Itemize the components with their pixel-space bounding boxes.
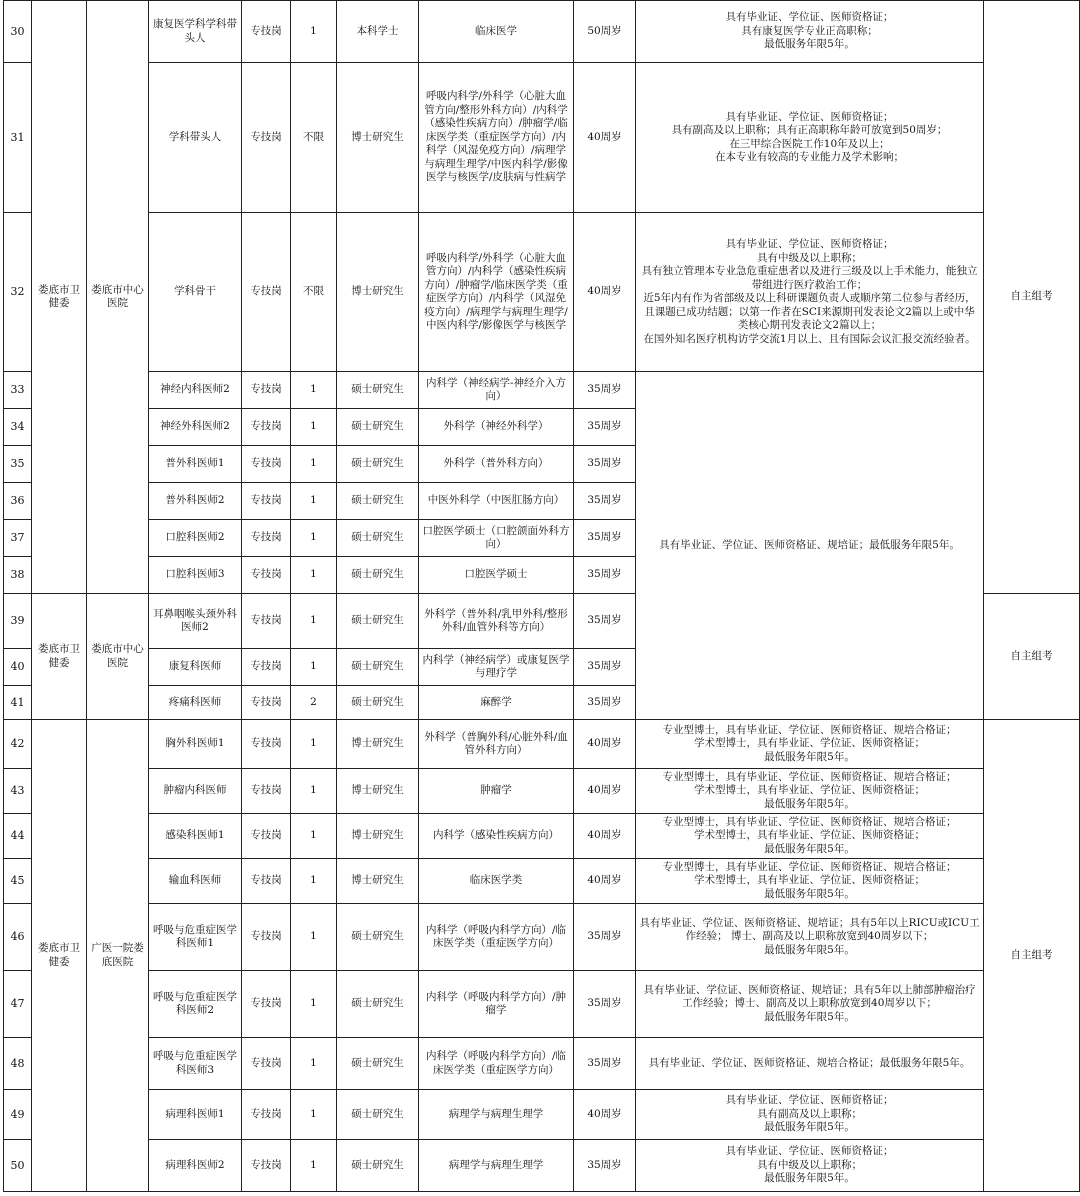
age-limit: 35周岁 [574,520,636,557]
post-count: 1 [291,971,337,1038]
education: 博士研究生 [337,63,419,213]
row-number: 40 [4,649,32,686]
row-number: 45 [4,859,32,904]
age-limit: 35周岁 [574,594,636,649]
major: 呼吸内科学/外科学（心脏大血管方向/整形外科方向）/内科学（感染性疾病方向）/肿瘤学/临床医学类（重症医学方向）/内科学（风湿免疫方向）/病理学与病理生理学/中医内科学/影像医学与核医学/皮肤病与性病学 [419,63,574,213]
major: 病理学与病理生理学 [419,1140,574,1192]
requirements: 具有毕业证、学位证、医师资格证； 具有康复医学专业正高职称； 最低服务年限5年。 [636,1,984,63]
post-name: 神经外科医师2 [149,409,242,446]
row-number: 46 [4,904,32,971]
post-type: 专技岗 [242,483,291,520]
post-name: 学科带头人 [149,63,242,213]
age-limit: 35周岁 [574,686,636,720]
post-type: 专技岗 [242,686,291,720]
post-type: 专技岗 [242,971,291,1038]
post-count: 1 [291,594,337,649]
post-count: 1 [291,1,337,63]
table-row [4,769,1080,814]
requirements: 具有毕业证、学位证、医师资格证； 具有副高及以上职称； 最低服务年限5年。 [636,1090,984,1140]
age-limit: 50周岁 [574,1,636,63]
major: 外科学（普胸外科/心脏外科/血管外科方向） [419,720,574,769]
major: 临床医学类 [419,859,574,904]
post-type: 专技岗 [242,769,291,814]
post-count: 1 [291,769,337,814]
table-row [4,1140,1080,1192]
row-number: 47 [4,971,32,1038]
table-row [4,1090,1080,1140]
major: 内科学（神经病学-神经介入方向） [419,372,574,409]
shared-requirements: 具有毕业证、学位证、医师资格证、规培证；最低服务年限5年。 [636,372,984,720]
education: 硕士研究生 [337,686,419,720]
education: 硕士研究生 [337,904,419,971]
row-number: 30 [4,1,32,63]
exam-method-cell: 自主组考 [984,720,1080,1192]
post-count: 2 [291,686,337,720]
post-type: 专技岗 [242,213,291,372]
post-count: 1 [291,409,337,446]
post-name: 疼痛科医师 [149,686,242,720]
post-count: 1 [291,814,337,859]
age-limit: 35周岁 [574,446,636,483]
table-row [4,372,1080,409]
post-type: 专技岗 [242,814,291,859]
post-type: 专技岗 [242,63,291,213]
post-count: 1 [291,1038,337,1090]
age-limit: 35周岁 [574,557,636,594]
row-number: 32 [4,213,32,372]
table-row [4,63,1080,213]
post-count: 1 [291,859,337,904]
post-count: 不限 [291,213,337,372]
requirements: 专业型博士，具有毕业证、学位证、医师资格证、规培合格证； 学术型博士，具有毕业证、学位证、医师资格证； 最低服务年限5年。 [636,814,984,859]
unit-cell: 娄底市中心医院 [87,1,149,594]
department-cell: 娄底市卫健委 [32,594,87,720]
education: 硕士研究生 [337,372,419,409]
table-row [4,720,1080,769]
post-type: 专技岗 [242,1,291,63]
post-count: 1 [291,557,337,594]
requirements: 具有毕业证、学位证、医师资格证； 具有中级及以上职称； 具有独立管理本专业急危重症患者以及进行三级及以上手术能力，能独立带组进行医疗救治工作； 近5年内有作为省部级及以上科研课题负责人或顺序第二位参与者经历，且课题已成功结题；以第一作者在SCI来源期刊发表论文2篇以上或中华类核心期刊发表论文2篇以上； 在国外知名医疗机构访学交流1月以上、且有国际会议汇报交流经验者。 [636,213,984,372]
post-type: 专技岗 [242,904,291,971]
major: 临床医学 [419,1,574,63]
post-count: 1 [291,1140,337,1192]
education: 硕士研究生 [337,446,419,483]
post-name: 病理科医师1 [149,1090,242,1140]
education: 硕士研究生 [337,520,419,557]
post-type: 专技岗 [242,1038,291,1090]
row-number: 37 [4,520,32,557]
post-name: 普外科医师1 [149,446,242,483]
post-name: 病理科医师2 [149,1140,242,1192]
age-limit: 40周岁 [574,1090,636,1140]
education: 博士研究生 [337,769,419,814]
requirements: 具有毕业证、学位证、医师资格证； 具有副高及以上职称；具有正高职称年龄可放宽到50周岁； 在三甲综合医院工作10年及以上； 在本专业有较高的专业能力及学术影响； [636,63,984,213]
recruitment-table [3,0,1080,1192]
major: 内科学（呼吸内科学方向）/临床医学类（重症医学方向） [419,1038,574,1090]
requirements: 专业型博士，具有毕业证、学位证、医师资格证、规培合格证； 学术型博士，具有毕业证、学位证、医师资格证； 最低服务年限5年。 [636,769,984,814]
post-type: 专技岗 [242,594,291,649]
education: 博士研究生 [337,814,419,859]
post-type: 专技岗 [242,649,291,686]
education: 硕士研究生 [337,1038,419,1090]
major: 内科学（神经病学）或康复医学与理疗学 [419,649,574,686]
post-type: 专技岗 [242,1090,291,1140]
row-number: 44 [4,814,32,859]
post-name: 耳鼻咽喉头颈外科医师2 [149,594,242,649]
age-limit: 40周岁 [574,814,636,859]
post-type: 专技岗 [242,1140,291,1192]
post-count: 1 [291,483,337,520]
education: 博士研究生 [337,720,419,769]
post-name: 感染科医师1 [149,814,242,859]
post-type: 专技岗 [242,859,291,904]
post-name: 胸外科医师1 [149,720,242,769]
post-type: 专技岗 [242,720,291,769]
requirements: 专业型博士，具有毕业证、学位证、医师资格证、规培合格证； 学术型博士，具有毕业证、学位证、医师资格证； 最低服务年限5年。 [636,720,984,769]
education: 硕士研究生 [337,409,419,446]
table-row [4,814,1080,859]
age-limit: 35周岁 [574,1038,636,1090]
post-name: 普外科医师2 [149,483,242,520]
table-row [4,859,1080,904]
table-row [4,971,1080,1038]
row-number: 35 [4,446,32,483]
major: 呼吸内科学/外科学（心脏大血管方向）/内科学（感染性疾病方向）/肿瘤学/临床医学类（重症医学方向）/内科学（风湿免疫方向）/病理学与病理生理学/中医内科学/影像医学与核医学 [419,213,574,372]
age-limit: 40周岁 [574,720,636,769]
education: 本科学士 [337,1,419,63]
education: 硕士研究生 [337,594,419,649]
row-number: 41 [4,686,32,720]
age-limit: 40周岁 [574,213,636,372]
age-limit: 35周岁 [574,649,636,686]
row-number: 42 [4,720,32,769]
row-number: 31 [4,63,32,213]
row-number: 36 [4,483,32,520]
row-number: 43 [4,769,32,814]
post-name: 呼吸与危重症医学科医师2 [149,971,242,1038]
major: 内科学（呼吸内科学方向）/肿瘤学 [419,971,574,1038]
major: 口腔医学硕士（口腔颌面外科方向） [419,520,574,557]
post-type: 专技岗 [242,372,291,409]
education: 硕士研究生 [337,483,419,520]
row-number: 49 [4,1090,32,1140]
age-limit: 35周岁 [574,483,636,520]
major: 麻醉学 [419,686,574,720]
post-type: 专技岗 [242,446,291,483]
row-number: 50 [4,1140,32,1192]
post-count: 1 [291,372,337,409]
department-cell: 娄底市卫健委 [32,1,87,594]
post-count: 1 [291,649,337,686]
post-type: 专技岗 [242,409,291,446]
row-number: 33 [4,372,32,409]
education: 硕士研究生 [337,557,419,594]
major: 外科学（普外科方向） [419,446,574,483]
post-name: 呼吸与危重症医学科医师1 [149,904,242,971]
requirements: 具有毕业证、学位证、医师资格证、规培证；具有5年以上肺部肿瘤治疗工作经验；博士、副高及以上职称放宽到40周岁以下； 最低服务年限5年。 [636,971,984,1038]
age-limit: 35周岁 [574,409,636,446]
education: 博士研究生 [337,213,419,372]
row-number: 34 [4,409,32,446]
exam-method-cell: 自主组考 [984,594,1080,720]
row-number: 38 [4,557,32,594]
department-cell: 娄底市卫健委 [32,720,87,1192]
post-count: 1 [291,904,337,971]
age-limit: 40周岁 [574,63,636,213]
education: 硕士研究生 [337,1090,419,1140]
post-count: 1 [291,1090,337,1140]
table-row [4,1,1080,63]
post-name: 学科骨干 [149,213,242,372]
age-limit: 40周岁 [574,859,636,904]
major: 外科学（普外科/乳甲外科/整形外科/血管外科等方向） [419,594,574,649]
row-number: 39 [4,594,32,649]
education: 硕士研究生 [337,649,419,686]
post-name: 口腔科医师2 [149,520,242,557]
recruitment-table-sheet [3,0,1079,1193]
age-limit: 35周岁 [574,372,636,409]
requirements: 具有毕业证、学位证、医师资格证、规培合格证；最低服务年限5年。 [636,1038,984,1090]
post-type: 专技岗 [242,557,291,594]
post-name: 康复科医师 [149,649,242,686]
age-limit: 35周岁 [574,1140,636,1192]
requirements: 具有毕业证、学位证、医师资格证； 具有中级及以上职称； 最低服务年限5年。 [636,1140,984,1192]
post-count: 1 [291,446,337,483]
major: 内科学（感染性疾病方向） [419,814,574,859]
age-limit: 35周岁 [574,904,636,971]
table-row [4,213,1080,372]
post-name: 口腔科医师3 [149,557,242,594]
table-row [4,904,1080,971]
post-name: 呼吸与危重症医学科医师3 [149,1038,242,1090]
table-row [4,1038,1080,1090]
post-name: 康复医学科学科带头人 [149,1,242,63]
post-count: 1 [291,520,337,557]
requirements: 具有毕业证、学位证、医师资格证、规培证；具有5年以上RICU或ICU工作经验； 博士、副高及以上职称放宽到40周岁以下； 最低服务年限5年。 [636,904,984,971]
requirements: 专业型博士，具有毕业证、学位证、医师资格证、规培合格证； 学术型博士，具有毕业证、学位证、医师资格证； 最低服务年限5年。 [636,859,984,904]
post-name: 神经内科医师2 [149,372,242,409]
unit-cell: 广医一院娄底医院 [87,720,149,1192]
post-name: 肿瘤内科医师 [149,769,242,814]
major: 肿瘤学 [419,769,574,814]
major: 内科学（呼吸内科学方向）/临床医学类（重症医学方向） [419,904,574,971]
post-count: 不限 [291,63,337,213]
education: 硕士研究生 [337,971,419,1038]
unit-cell: 娄底市中心医院 [87,594,149,720]
post-name: 输血科医师 [149,859,242,904]
post-type: 专技岗 [242,520,291,557]
education: 博士研究生 [337,859,419,904]
exam-method-cell: 自主组考 [984,1,1080,594]
age-limit: 35周岁 [574,971,636,1038]
education: 硕士研究生 [337,1140,419,1192]
major: 外科学（神经外科学） [419,409,574,446]
post-count: 1 [291,720,337,769]
major: 中医外科学（中医肛肠方向） [419,483,574,520]
row-number: 48 [4,1038,32,1090]
major: 病理学与病理生理学 [419,1090,574,1140]
major: 口腔医学硕士 [419,557,574,594]
age-limit: 40周岁 [574,769,636,814]
